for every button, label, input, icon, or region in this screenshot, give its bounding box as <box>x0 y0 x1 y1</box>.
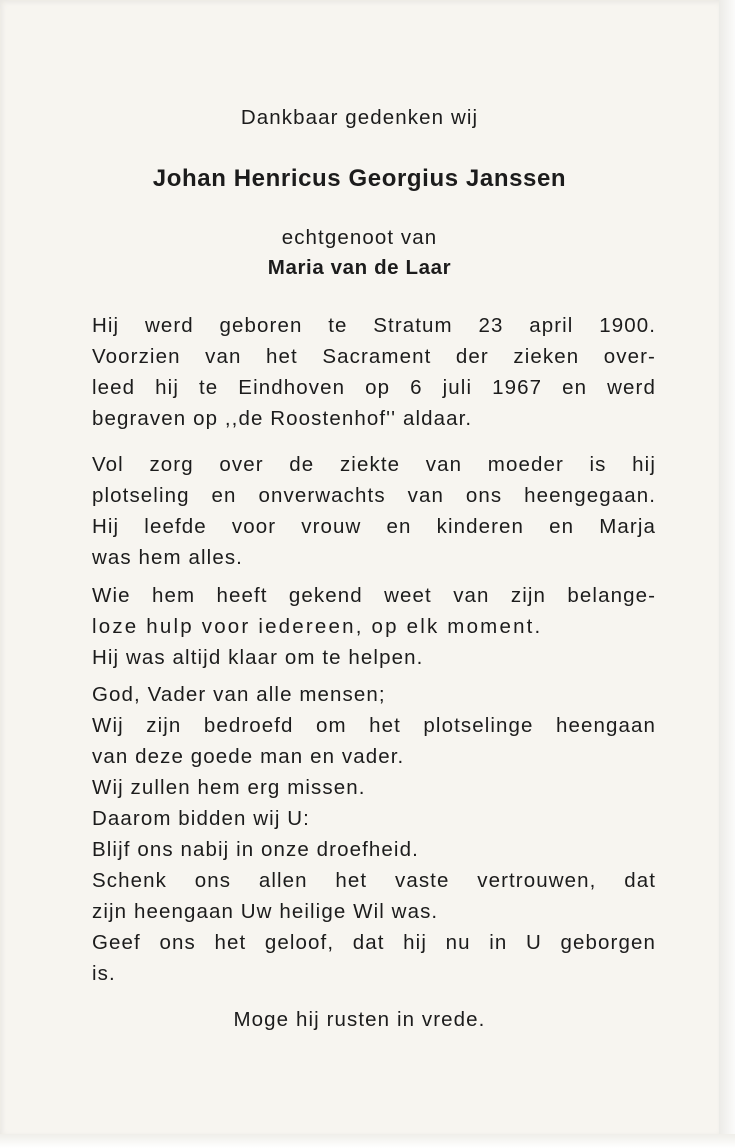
biography-line: Hij werd geboren te Stratum 23 april 1900. <box>92 314 656 337</box>
prayer-line: Blijf ons nabij in onze droefheid. <box>92 838 419 861</box>
card-edge-shadow <box>719 0 735 1148</box>
prayer-paragraph <box>92 679 656 989</box>
prayer-line: is. <box>92 962 116 985</box>
prayer-line: van deze goede man en vader. <box>92 745 405 768</box>
spouse-intro: echtgenoot van <box>281 226 438 249</box>
deceased-name: Johan Henricus Georgius Janssen <box>152 165 567 192</box>
biography-line: leed hij te Eindhoven op 6 juli 1967 en werd <box>92 376 656 399</box>
prayer-line: Geef ons het geloof, dat hij nu in U geborgen <box>92 931 656 954</box>
remembrance-paragraph <box>92 449 656 573</box>
biography-line: begraven op ,,de Roostenhof'' aldaar. <box>92 407 473 430</box>
prayer-line: Wij zijn bedroefd om het plotselinge heengaan <box>92 714 656 737</box>
opening-line: Dankbaar gedenken wij <box>240 106 479 129</box>
character-line: loze hulp voor iedereen, op elk moment. <box>92 615 543 638</box>
prayer-line: Wij zullen hem erg missen. <box>92 776 366 799</box>
remembrance-line: Hij leefde voor vrouw en kinderen en Marja <box>92 515 656 538</box>
remembrance-line: plotseling en onverwachts van ons heengegaan. <box>92 484 656 507</box>
card-bottom-shadow <box>0 1134 735 1148</box>
biography-line: Voorzien van het Sacrament der zieken over- <box>92 345 656 368</box>
prayer-line: Schenk ons allen het vaste vertrouwen, dat <box>92 869 656 892</box>
closing-line: Moge hij rusten in vrede. <box>233 1008 486 1031</box>
spouse-name: Maria van de Laar <box>267 256 452 279</box>
character-paragraph <box>92 580 656 673</box>
character-line: Wie hem heeft gekend weet van zijn belange- <box>92 584 656 607</box>
character-line: Hij was altijd klaar om te helpen. <box>92 646 424 669</box>
biography-paragraph <box>92 310 656 434</box>
prayer-line: God, Vader van alle mensen; <box>92 683 386 706</box>
prayer-line: Daarom bidden wij U: <box>92 807 310 830</box>
remembrance-line: Vol zorg over de ziekte van moeder is hij <box>92 453 656 476</box>
remembrance-line: was hem alles. <box>92 546 243 569</box>
prayer-line: zijn heengaan Uw heilige Wil was. <box>92 900 439 923</box>
